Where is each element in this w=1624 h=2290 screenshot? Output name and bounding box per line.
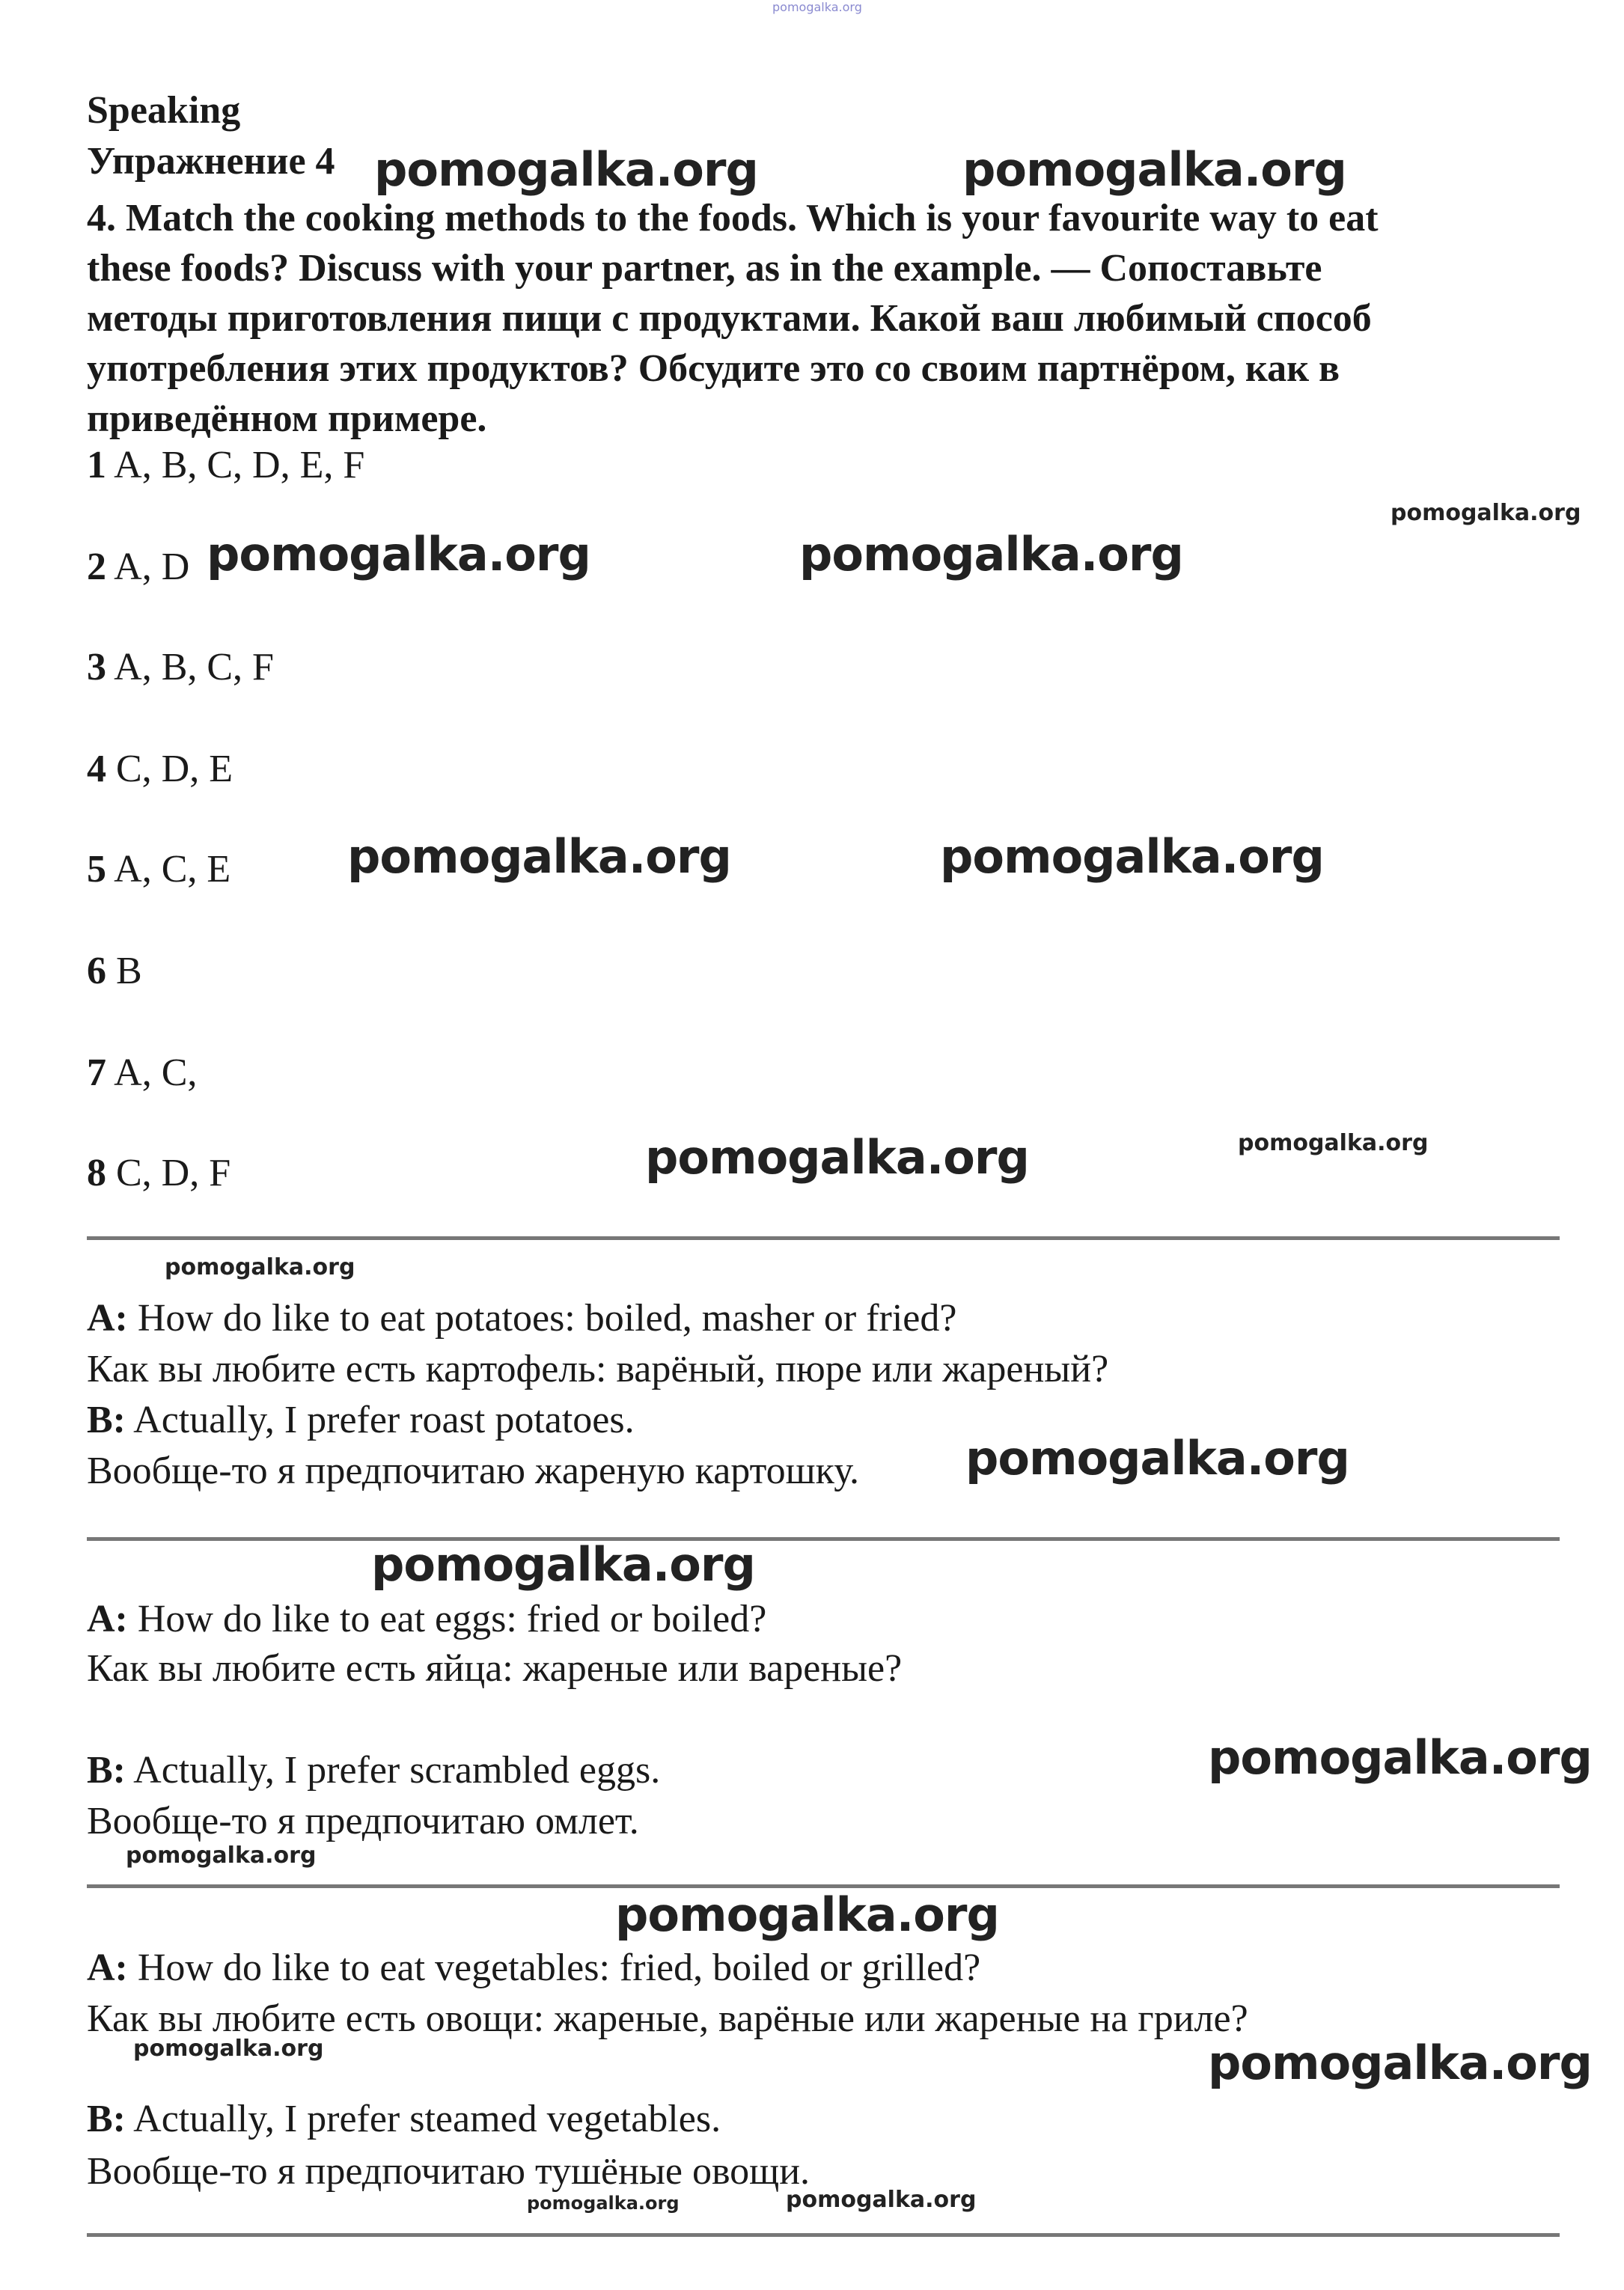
watermark: pomogalka.org (940, 829, 1324, 884)
answer-text: C, D, F (116, 1152, 231, 1194)
task-line: 4. Match the cooking methods to the foods. Which is your favourite way to eat (87, 197, 1379, 239)
section-title: Speaking (87, 89, 241, 132)
task-line: употребления этих продуктов? Обсудите это со своим партнёром, как в (87, 347, 1340, 390)
answer-item (87, 443, 364, 487)
speaker-label: B: (87, 2098, 126, 2140)
watermark: pomogalka.org (527, 2193, 680, 2214)
dialogue-line-a: A: How do like to eat eggs: fried or boiled? (87, 1598, 767, 1640)
dialogue-translation-a: Как вы любите есть яйца: жареные или вареные? (87, 1647, 903, 1690)
watermark: pomogalka.org (1208, 1730, 1592, 1785)
answer-text: A, B, C, F (114, 646, 274, 688)
answer-number: 4 (87, 748, 106, 790)
dialogue-line-b: B: Actually, I prefer scrambled eggs. (87, 1749, 661, 1792)
answer-text: B (116, 950, 142, 992)
exercise-title: Упражнение 4 (87, 140, 335, 183)
watermark: pomogalka.org (133, 2036, 324, 2062)
watermark: pomogalka.org (347, 829, 731, 884)
dialogue-translation-a: Как вы любите есть картофель: варёный, пюре или жареный? (87, 1348, 1109, 1390)
watermark: pomogalka.org (1238, 1130, 1429, 1156)
dialogue-line-a: A: How do like to eat vegetables: fried, boiled or grilled? (87, 1946, 981, 1989)
dialogue-line-b: B: Actually, I prefer roast potatoes. (87, 1399, 635, 1441)
dialogue-translation-b: Вообще-то я предпочитаю жареную картошку. (87, 1450, 860, 1492)
speaker-label: B: (87, 1749, 126, 1792)
watermark: pomogalka.org (615, 1887, 999, 1942)
watermark: pomogalka.org (371, 1537, 755, 1592)
speaker-label: A: (87, 1946, 128, 1989)
watermark: pomogalka.org (207, 527, 590, 581)
watermark: pomogalka.org (165, 1254, 355, 1280)
answer-item (87, 847, 231, 891)
answer-text: A, C, (114, 1051, 198, 1094)
divider (87, 1537, 1560, 1541)
answer-text: A, D (114, 546, 190, 588)
task-statement (87, 193, 1569, 444)
answer-text: A, B, C, D, E, F (114, 444, 365, 486)
dialogue-translation-b: Вообще-то я предпочитаю омлет. (87, 1800, 639, 1842)
divider (87, 2233, 1560, 2237)
answer-text: A, C, E (114, 848, 231, 891)
watermark: pomogalka.org (772, 0, 862, 14)
watermark: pomogalka.org (374, 142, 758, 197)
answer-text: C, D, E (116, 748, 233, 790)
dialogue-translation-a: Как вы любите есть овощи: жареные, варёные или жареные на гриле? (87, 1997, 1248, 2040)
answer-item (87, 1151, 231, 1195)
answer-item (87, 949, 142, 993)
answer-item (87, 1051, 197, 1095)
answer-number: 1 (87, 444, 106, 486)
answer-number: 6 (87, 950, 106, 992)
answer-number: 3 (87, 646, 106, 688)
answer-item (87, 545, 189, 589)
watermark: pomogalka.org (962, 142, 1346, 197)
task-line: методы приготовления пищи с продуктами. Какой ваш любимый способ (87, 297, 1372, 340)
watermark: pomogalka.org (1391, 500, 1581, 526)
watermark: pomogalka.org (965, 1431, 1349, 1486)
answer-item (87, 747, 233, 791)
answer-number: 5 (87, 848, 106, 891)
task-line: these foods? Discuss with your partner, as in the example. — Сопоставьте (87, 247, 1322, 290)
watermark: pomogalka.org (786, 2187, 977, 2213)
watermark: pomogalka.org (1208, 2036, 1592, 2090)
speaker-label: A: (87, 1297, 128, 1340)
watermark: pomogalka.org (645, 1130, 1029, 1185)
speaker-label: A: (87, 1598, 128, 1640)
dialogue-translation-b: Вообще-то я предпочитаю тушёные овощи. (87, 2150, 811, 2193)
answer-number: 8 (87, 1152, 106, 1194)
dialogue-line-b: B: Actually, I prefer steamed vegetables. (87, 2098, 721, 2140)
answer-item (87, 645, 274, 689)
watermark: pomogalka.org (799, 527, 1183, 581)
answer-number: 2 (87, 546, 106, 588)
answer-number: 7 (87, 1051, 106, 1094)
divider (87, 1236, 1560, 1240)
dialogue-line-a: A: How do like to eat potatoes: boiled, masher or fried? (87, 1297, 957, 1340)
task-line: приведённом примере. (87, 397, 487, 440)
watermark: pomogalka.org (126, 1842, 317, 1869)
speaker-label: B: (87, 1399, 126, 1441)
